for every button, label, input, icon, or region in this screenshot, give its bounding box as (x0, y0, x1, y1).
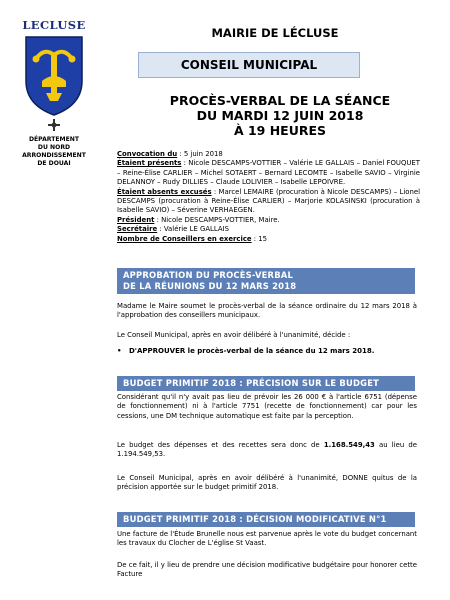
title-line-2: DU MARDI 12 JUIN 2018 (196, 108, 364, 123)
department-line-1: DÉPARTEMENT (28, 136, 80, 143)
excuses-label: Étaient absents excusés (117, 187, 212, 196)
president-label: Président (117, 215, 155, 224)
conseillers-line (117, 235, 420, 244)
section-2-paragraph-2 (117, 441, 417, 460)
coat-of-arms-shield-icon (22, 33, 86, 117)
section-1-paragraph-2: Le Conseil Municipal, après en avoir délibéré à l'unanimité, décide : (117, 331, 351, 339)
convocation-label: Convocation du (117, 150, 178, 158)
section-1-paragraph-1: Madame le Maire soumet le procès-verbal de la séance ordinaire du 12 mars 2018 à l'approbation des conseillers municipaux. (117, 302, 417, 320)
section-1-title-line-1: APPROBATION DU PROCÈS-VERBAL (123, 270, 294, 280)
presents-line (117, 159, 420, 187)
presents-value: : Nicole DESCAMPS-VOTTIER – Valérie LE GALLAIS – Daniel FOUQUET – Reine-Élise CARLIER – Michel SOTAERT – Bernard LECOMTE – Isabelle SAVIO – Virginie DELANNOY – Rudy DILLIES – Claude LOLIVIER – Isabelle LEPOIVRE. (117, 159, 420, 187)
title-line-3: À 19 HEURES (233, 123, 327, 138)
president-line (117, 216, 420, 225)
department-line-3: ARRONDISSEMENT (22, 152, 86, 159)
budget-amount: 1.168.549,43 (323, 441, 375, 449)
department-info (14, 136, 94, 168)
logo-town-name: LECLUSE (22, 18, 86, 32)
conseil-municipal-box: CONSEIL MUNICIPAL (138, 52, 360, 78)
president-value: : Nicole DESCAMPS-VOTTIER, Maire. (154, 215, 280, 224)
excuses-line (117, 188, 420, 216)
section-2-paragraph-1: Considérant qu'il n'y avait pas lieu de prévoir les 26 000 € à l'article 6751 (dépense de fonctionnement) ni à l'article 7751 (recette de fonctionnement) car pour les cessions, une DM technique automatique est faite par la perception. (117, 393, 417, 420)
municipal-logo (14, 18, 94, 168)
mairie-heading: MAIRIE DE LÉCLUSE (211, 26, 339, 40)
department-line-2: DU NORD (37, 144, 71, 151)
department-line-4: DE DOUAI (37, 160, 71, 167)
section-1-bullet-text: D'APPROUVER le procès-verbal de la séance du 12 mars 2018. (129, 347, 375, 355)
bullet-icon: • (117, 347, 122, 355)
section-approbation-header (117, 268, 415, 294)
proces-verbal-title (110, 93, 450, 138)
section-2-paragraph-3: Le Conseil Municipal, après en avoir délibéré à l'unanimité, DONNE quitus de la précision apportée sur le budget primitif 2018. (117, 474, 417, 492)
section-decision-header: BUDGET PRIMITIF 2018 : DÉCISION MODIFICATIVE N°1 (117, 512, 415, 527)
section-budget-header: BUDGET PRIMITIF 2018 : PRÉCISION SUR LE BUDGET (117, 376, 415, 391)
secretaire-line (117, 225, 420, 234)
title-line-1: PROCÈS-VERBAL DE LA SÉANCE (169, 93, 391, 108)
conseillers-value: : 15 (251, 234, 268, 243)
cross-decoration-icon (14, 118, 94, 132)
section-1-title-line-2: DE LA RÉUNIONS DU 12 MARS 2018 (123, 281, 297, 291)
convocation-line (117, 150, 420, 159)
excuses-value: : Marcel LEMAIRE (procuration à Nicole DESCAMPS) – Lionel DESCAMPS (procuration à Reine-Élise CARLIER) – Marjorie KOLASINSKI (procuration à Isabelle SAVIO) – Séverine VERHAEGEN. (117, 187, 421, 215)
secretaire-label: Secrétaire (117, 225, 158, 234)
section-3-paragraph-1: Une facture de l'Étude Brunelle nous est parvenue après le vote du budget concernant les travaux du Clocher de L'église St Vaast. (117, 530, 417, 548)
secretaire-value: : Valérie LE GALLAIS (157, 225, 229, 234)
convocation-value: : 5 juin 2018 (177, 150, 223, 158)
session-metadata (117, 150, 420, 244)
budget-text-c: au lieu de 1.194.549,53. (117, 441, 417, 459)
budget-text-a: Le budget des dépenses et des recettes sera donc de (117, 441, 324, 449)
section-3-paragraph-2: De ce fait, il y lieu de prendre une décision modificative budgétaire pour honorer cette Facture (117, 561, 417, 579)
conseillers-label: Nombre de Conseillers en exercice (117, 234, 252, 243)
presents-label: Étaient présents (117, 159, 182, 168)
section-1-bullet (117, 347, 417, 356)
